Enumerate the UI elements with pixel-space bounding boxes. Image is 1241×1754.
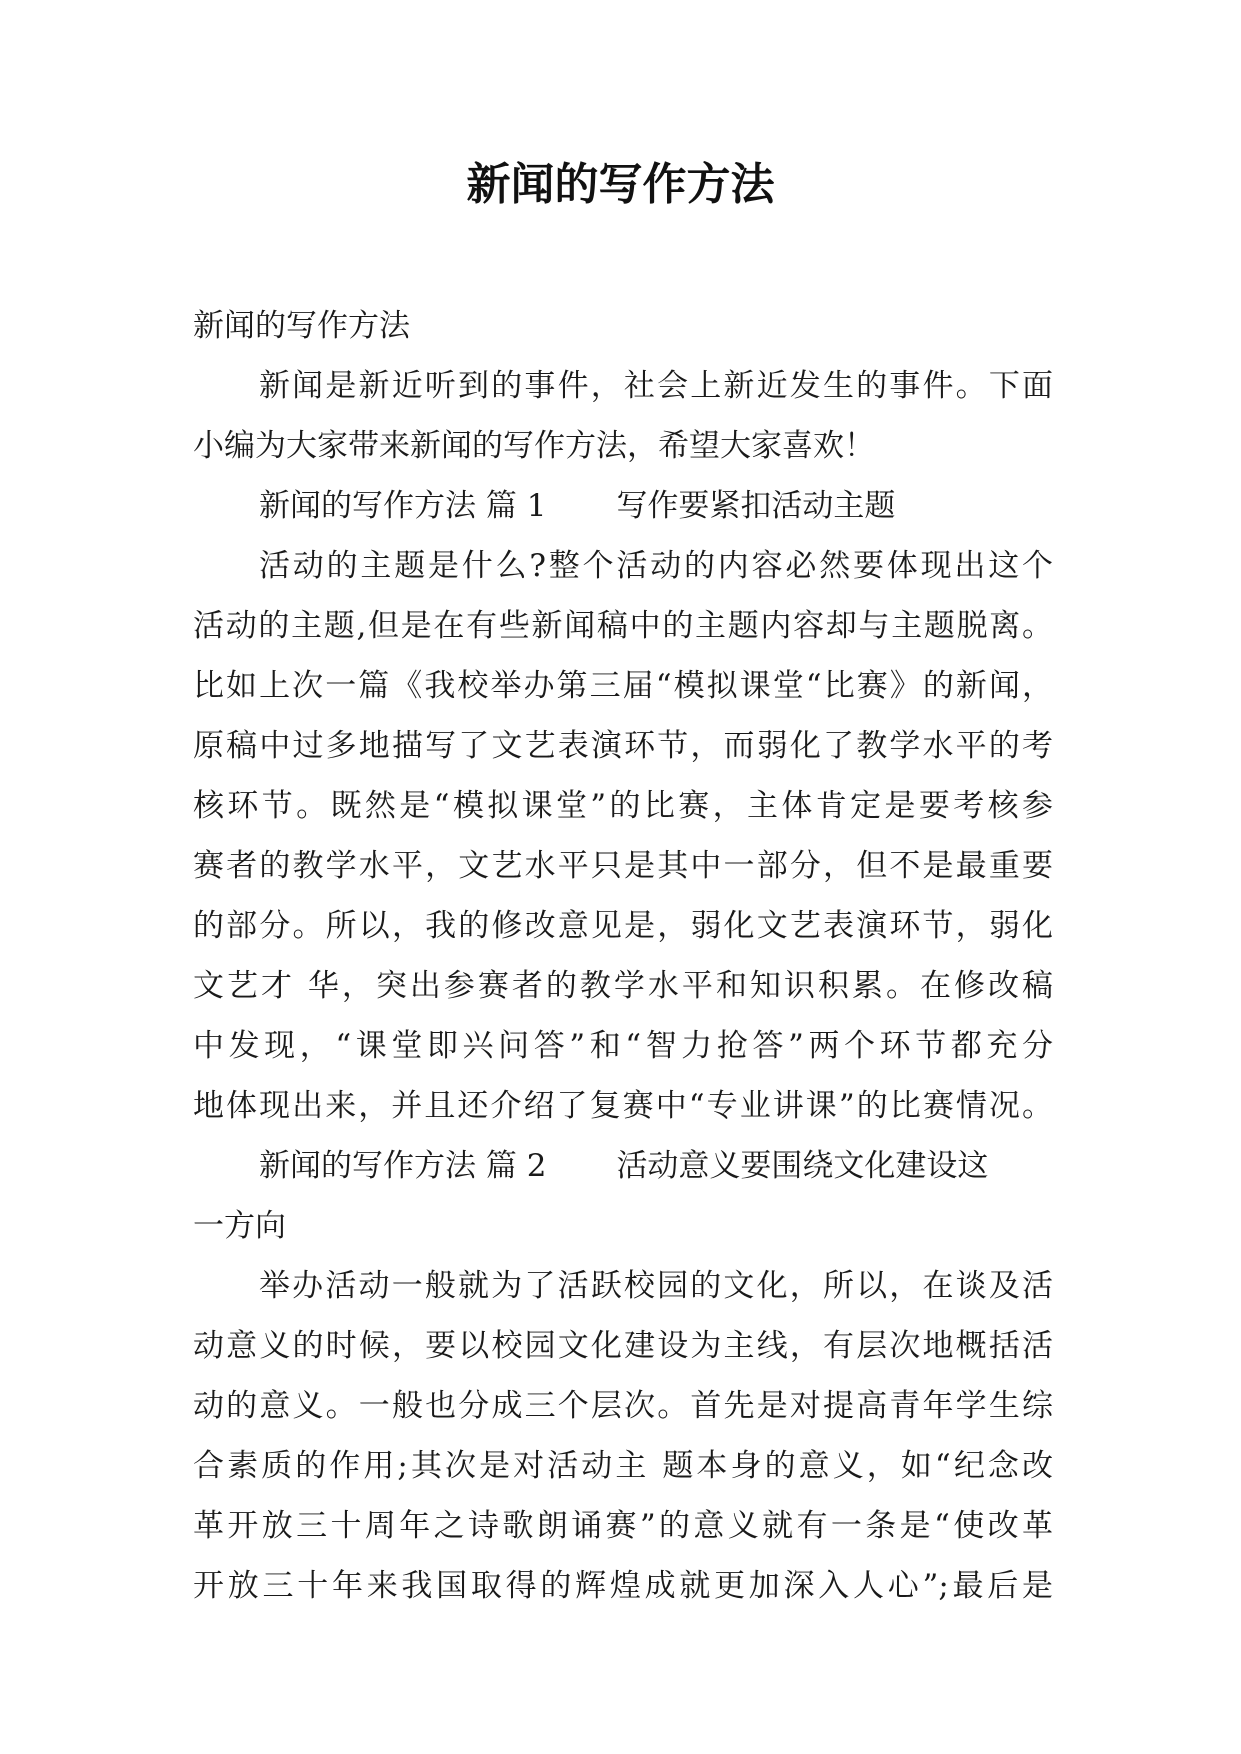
text-line: 革开放三十周年之诗歌朗诵赛”的意义就有一条是“使改革 bbox=[193, 1508, 1053, 1544]
text-line: 一方向 bbox=[193, 1208, 286, 1244]
text-line: 合素质的作用;其次是对活动主 题本身的意义，如“纪念改 bbox=[193, 1448, 1053, 1484]
text-line: 核环节。既然是“模拟课堂”的比赛，主体肯定是要考核参 bbox=[193, 788, 1053, 824]
text-line: 的部分。所以，我的修改意见是，弱化文艺表演环节，弱化 bbox=[193, 908, 1053, 944]
section-heading-line bbox=[193, 476, 1053, 536]
text-line: 活动的主题,但是在有些新闻稿中的主题内容却与主题脱离。 bbox=[193, 608, 1053, 644]
text-line: 小编为大家带来新闻的写作方法，希望大家喜欢！ bbox=[193, 428, 875, 464]
text-line: 原稿中过多地描写了文艺表演环节，而弱化了教学水平的考 bbox=[193, 728, 1053, 764]
text-line: 动的意义。一般也分成三个层次。首先是对提高青年学生综 bbox=[193, 1388, 1053, 1424]
section-heading-line bbox=[193, 1136, 1053, 1196]
text-line: 举办活动一般就为了活跃校园的文化，所以，在谈及活 bbox=[259, 1268, 1053, 1304]
text-line: 活动的主题是什么?整个活动的内容必然要体现出这个 bbox=[259, 548, 1053, 584]
section-label: 新闻的写作方法 篇 1 bbox=[259, 488, 547, 524]
text-line: 开放三十年来我国取得的辉煌成就更加深入人心”;最后是 bbox=[193, 1568, 1053, 1604]
text-line: 文艺才 华，突出参赛者的教学水平和知识积累。在修改稿 bbox=[193, 968, 1053, 1004]
text-line: 动意义的时候，要以校园文化建设为主线，有层次地概括活 bbox=[193, 1328, 1053, 1364]
text-line: 地体现出来，并且还介绍了复赛中“专业讲课”的比赛情况。 bbox=[193, 1088, 1053, 1124]
text-line: 新闻的写作方法 bbox=[193, 308, 410, 344]
section-heading: 写作要紧扣活动主题 bbox=[616, 488, 896, 524]
text-line: 新闻是新近听到的事件，社会上新近发生的事件。下面 bbox=[259, 368, 1053, 404]
section-heading: 活动意义要围绕文化建设这 bbox=[616, 1148, 989, 1184]
text-line: 比如上次一篇《我校举办第三届“模拟课堂“比赛》的新闻， bbox=[193, 668, 1053, 704]
document-body bbox=[193, 296, 1053, 1616]
text-line: 赛者的教学水平，文艺水平只是其中一部分，但不是最重要 bbox=[193, 848, 1053, 884]
section-label: 新闻的写作方法 篇 2 bbox=[259, 1148, 547, 1184]
document-title: 新闻的写作方法 bbox=[466, 159, 775, 210]
text-line: 中发现，“课堂即兴问答”和“智力抢答”两个环节都充分 bbox=[193, 1028, 1053, 1064]
